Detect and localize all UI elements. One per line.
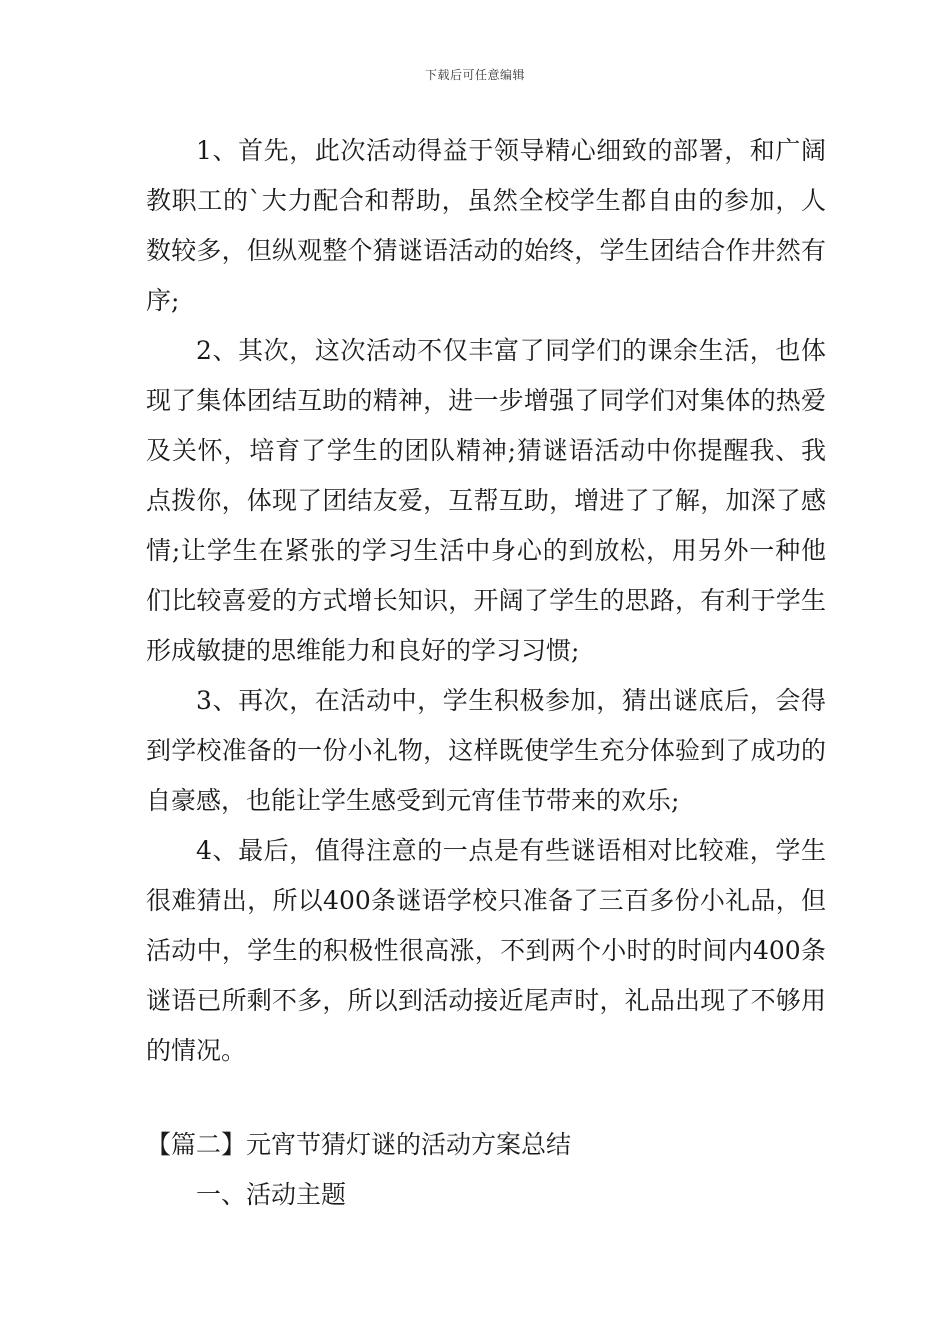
paragraph-1: 1、首先，此次活动得益于领导精心细致的部署，和广阔教职工的`大力配合和帮助，虽然全校学生都自由的参加，人数较多，但纵观整个猜谜语活动的始终，学生团结合作井然有序; [146,136,826,315]
page-header: 下载后可任意编辑 [424,68,525,82]
section-title: 【篇二】元宵节猜灯谜的活动方案总结 [146,1130,572,1159]
section-subheading: 一、活动主题 [196,1180,347,1209]
paragraph-4: 4、最后，值得注意的一点是有些谜语相对比较难，学生很难猜出，所以400条谜语学校只准备了三百多份小礼品，但活动中，学生的积极性很高涨，不到两个小时的时间内400条谜语已所剩不多，所以到活动接近尾声时，礼品出现了不够用的情况。 [146,836,826,1065]
paragraph-3: 3、再次，在活动中，学生积极参加，猜出谜底后，会得到学校准备的一份小礼物，这样既使学生充分体验到了成功的自豪感，也能让学生感受到元宵佳节带来的欢乐; [146,686,826,815]
paragraph-2: 2、其次，这次活动不仅丰富了同学们的课余生活，也体现了集体团结互助的精神，进一步增强了同学们对集体的热爱及关怀，培育了学生的团队精神;猜谜语活动中你提醒我、我点拨你，体现了团结友爱，互帮互助，增进了了解，加深了感情;让学生在紧张的学习生活中身心的到放松，用另外一种他们比较喜爱的方式增长知识，开阔了学生的思路，有利于学生形成敏捷的思维能力和良好的学习习惯; [146,336,826,665]
document-body [146,126,826,1076]
